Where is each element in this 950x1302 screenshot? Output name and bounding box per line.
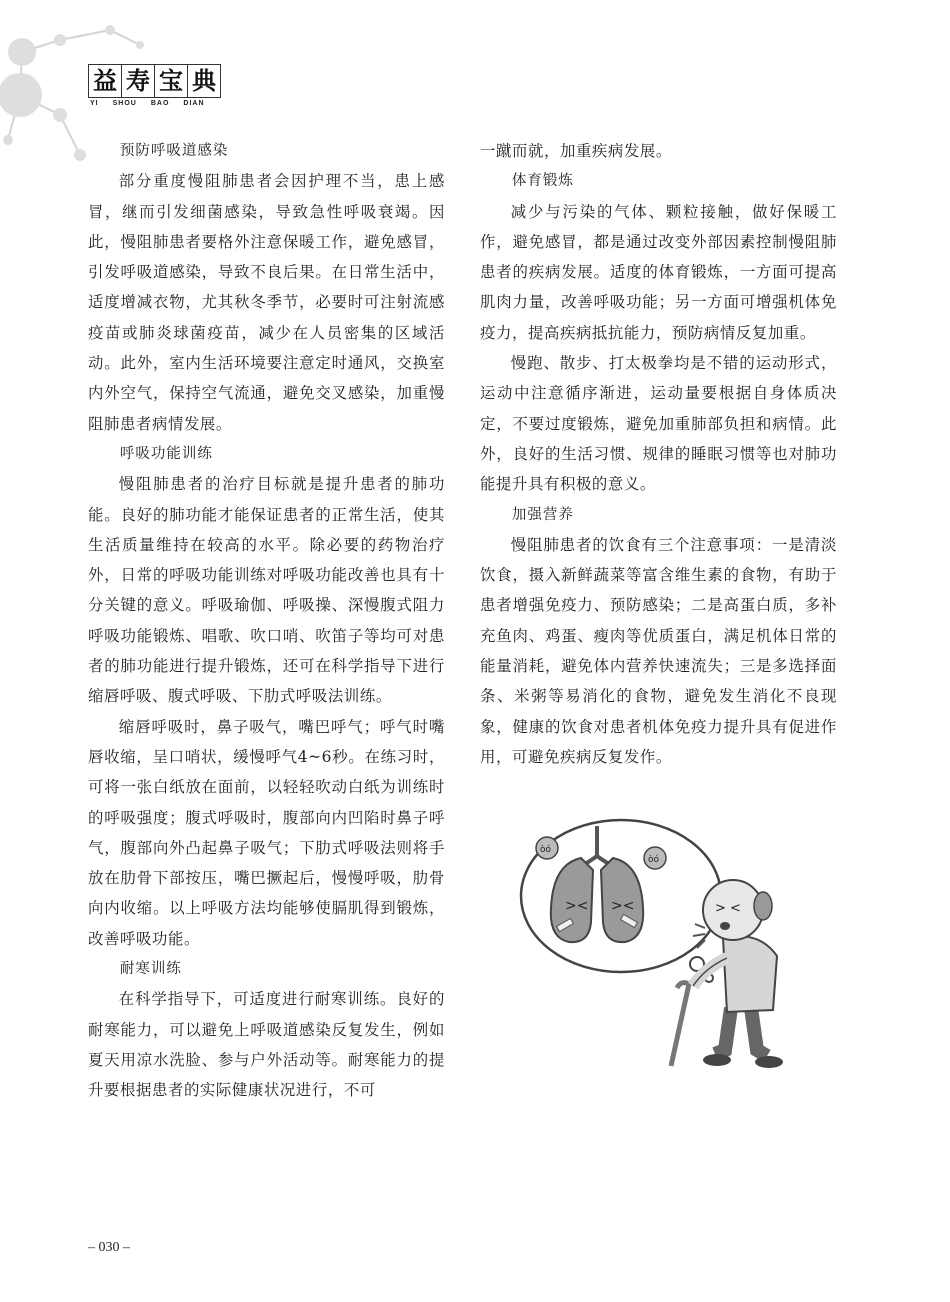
coughing-elder-illustration: [519, 818, 809, 1070]
paragraph: 慢跑、散步、打太极拳均是不错的运动形式，运动中注意循序渐进，运动量要根据自身体质决定，不要过度锻炼，避免加重肺部负担和病情。此外，良好的生活习惯、规律的睡眠习惯等也对肺功能提升具有积极的意义。: [480, 354, 837, 494]
svg-text:><: ><: [611, 898, 635, 914]
paragraph: 慢阻肺患者的饮食有三个注意事项：一是清淡饮食，摄入新鲜蔬菜等富含维生素的食物，有助于患者增强免疫力、预防感染；二是高蛋白质，多补充鱼肉、鸡蛋、瘦肉等优质蛋白，满足机体日常的能量消耗，避免体内营养快速流失；三是多选择面条、米粥等易消化的食物，避免发生消化不良现象，健康的饮食对患者机体免疫力提升具有促进作用，可避免疾病反复发作。: [480, 535, 837, 766]
paragraph: 缩唇呼吸时，鼻子吸气，嘴巴呼气；呼气时嘴唇收缩，呈口哨状，缓慢呼气4~6秒。在练习时，可将一张白纸放在面前，以轻轻吹动白纸为训练时的呼吸强度；腹式呼吸时，腹部向内凹陷时鼻子呼气，腹部向外凸起鼻子吸气；下肋式呼吸法则将手放在肋骨下部按压，嘴巴撅起后，慢慢呼吸，肋骨向内收缩。以上呼吸方法均能够使膈肌得到锻炼，改善呼吸功能。: [88, 717, 445, 948]
logo-char: 寿: [121, 64, 155, 98]
section-heading-breathing: 呼吸功能训练: [119, 445, 213, 462]
page-number: – 030 –: [88, 1240, 130, 1255]
logo-char: 宝: [154, 64, 188, 98]
pinyin-syllable: YI: [90, 100, 99, 107]
left-column: [88, 136, 445, 1106]
magazine-logo: [88, 64, 220, 98]
paragraph: 慢阻肺患者的治疗目标就是提升患者的肺功能。良好的肺功能才能保证患者的正常生活，使其生活质量维持在较高的水平。除必要的药物治疗外，日常的呼吸功能训练对呼吸功能改善也具有十分关键的意义。呼吸瑜伽、呼吸操、深慢腹式阻力呼吸功能锻炼、唱歌、吹口哨、吹笛子等均可对患者的肺功能进行提升锻炼，还可在科学指导下进行缩唇呼吸、腹式呼吸、下肋式呼吸法训练。: [88, 475, 445, 706]
section-heading-nutrition: 加强营养: [511, 506, 574, 523]
svg-text:> <: > <: [715, 901, 741, 916]
section-heading-exercise: 体育锻炼: [511, 173, 574, 190]
paragraph: 减少与污染的气体、颗粒接触，做好保暖工作，避免感冒，都是通过改变外部因素控制慢阻肺患者的疾病发展。适度的体育锻炼，一方面可提高肌肉力量，改善呼吸功能；另一方面可增强机体免疫力，提高疾病抵抗能力，预防病情反复加重。: [480, 202, 837, 342]
pinyin-syllable: BAO: [150, 100, 170, 107]
svg-text:òó: òó: [648, 855, 660, 865]
pinyin-syllable: DIAN: [183, 100, 205, 107]
svg-text:òó: òó: [540, 845, 552, 855]
paragraph-continued: 一蹴而就，加重疾病发展。: [480, 142, 672, 160]
logo-char: 益: [88, 64, 122, 98]
section-heading-infection: 预防呼吸道感染: [119, 143, 229, 159]
paragraph: 部分重度慢阻肺患者会因护理不当，患上感冒，继而引发细菌感染，导致急性呼吸衰竭。因此，慢阻肺患者要格外注意保暖工作，避免感冒，引发呼吸道感染，导致不良后果。在日常生活中，适度增减衣物，尤其秋冬季节，必要时可注射流感疫苗或肺炎球菌疫苗，减少在人员密集的区域活动。此外，室内生活环境要注意定时通风，交换室内外空气，保持空气流通，避免交叉感染，加重慢阻肺患者病情发展。: [88, 172, 445, 433]
pinyin-syllable: SHOU: [112, 100, 137, 107]
paragraph: 在科学指导下，可适度进行耐寒训练。良好的耐寒能力，可以避免上呼吸道感染反复发生，例如夏天用凉水洗脸、参与户外活动等。耐寒能力的提升要根据患者的实际健康状况进行，不可: [88, 990, 445, 1100]
logo-char: 典: [187, 64, 221, 98]
right-column: [480, 136, 837, 772]
svg-text:><: ><: [565, 898, 589, 914]
section-heading-cold: 耐寒训练: [119, 961, 182, 978]
logo-pinyin: [90, 100, 205, 107]
